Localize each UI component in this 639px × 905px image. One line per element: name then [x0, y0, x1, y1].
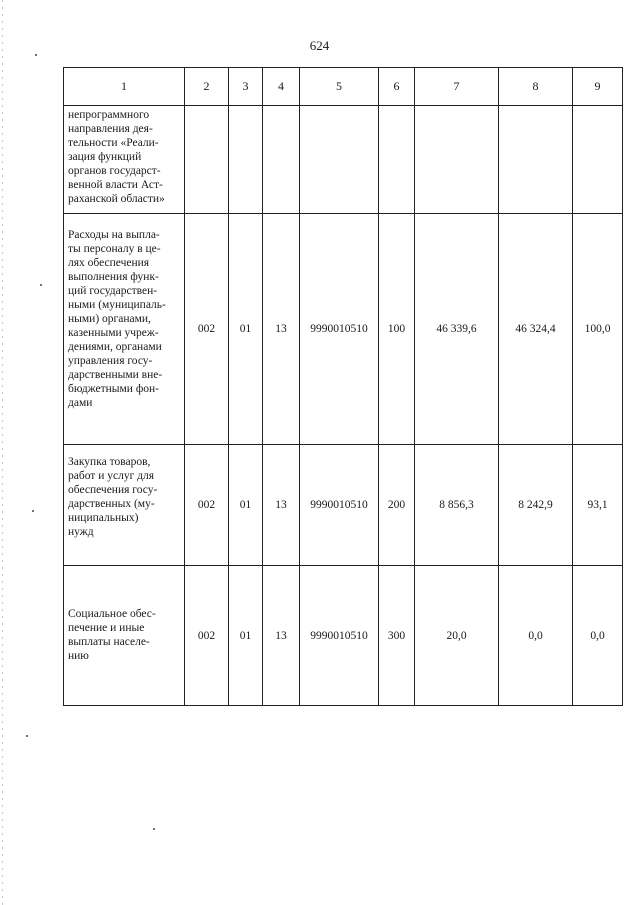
table-cell	[263, 106, 300, 214]
table-cell: 0,0	[499, 566, 573, 706]
table-row	[64, 566, 623, 706]
table-cell	[185, 106, 229, 214]
table-cell: 002	[185, 214, 229, 445]
table-cell: 002	[185, 445, 229, 566]
table-cell: 8 242,9	[499, 445, 573, 566]
column-header: 3	[229, 68, 263, 106]
table-cell: 46 339,6	[415, 214, 499, 445]
scan-speck	[35, 54, 37, 56]
page-number: 624	[309, 38, 330, 53]
table-cell: 01	[229, 566, 263, 706]
table-cell	[415, 106, 499, 214]
scan-speck	[153, 828, 155, 830]
table-header-row	[64, 68, 623, 106]
table-cell: 9990010510	[300, 214, 379, 445]
row-description: непрограммного направления дея- тельности «Реали- зация функций органов государст- венной власти Аст- раханской области»	[64, 106, 185, 214]
table-cell: 46 324,4	[499, 214, 573, 445]
table-cell	[229, 106, 263, 214]
table-cell: 13	[263, 445, 300, 566]
table-cell	[499, 106, 573, 214]
table-cell	[379, 106, 415, 214]
table-cell: 01	[229, 214, 263, 445]
table-cell: 13	[263, 566, 300, 706]
row-description: Закупка товаров, работ и услуг для обеспечения госу- дарственных (му- ниципальных) нужд	[64, 445, 185, 566]
table-cell: 100	[379, 214, 415, 445]
scan-speck	[40, 284, 42, 286]
scan-edge-marks	[2, 0, 3, 905]
table-cell: 300	[379, 566, 415, 706]
row-description: Расходы на выпла- ты персоналу в це- лях обеспечения выполнения функ- ций государствен- ными (муниципаль- ными) органами, казенными учреж- дениями, органами управления госу- дарственными вне- бюджетными фон- дами	[64, 214, 185, 445]
table-cell: 01	[229, 445, 263, 566]
table-cell: 20,0	[415, 566, 499, 706]
scan-speck	[26, 735, 28, 737]
column-header: 8	[499, 68, 573, 106]
table-cell	[300, 106, 379, 214]
column-header: 2	[185, 68, 229, 106]
table-cell: 100,0	[573, 214, 623, 445]
table-cell	[573, 106, 623, 214]
column-header: 1	[64, 68, 185, 106]
table-cell: 8 856,3	[415, 445, 499, 566]
column-header: 4	[263, 68, 300, 106]
table-cell: 9990010510	[300, 445, 379, 566]
column-header: 7	[415, 68, 499, 106]
column-header: 6	[379, 68, 415, 106]
table-cell: 200	[379, 445, 415, 566]
budget-table	[63, 67, 623, 706]
table-cell: 93,1	[573, 445, 623, 566]
table-cell: 13	[263, 214, 300, 445]
scan-speck	[32, 510, 34, 512]
column-header: 9	[573, 68, 623, 106]
column-header: 5	[300, 68, 379, 106]
table-row	[64, 214, 623, 445]
table-row	[64, 445, 623, 566]
table-row	[64, 106, 623, 214]
table-cell: 9990010510	[300, 566, 379, 706]
table-cell: 0,0	[573, 566, 623, 706]
row-description: Социальное обес- печение и иные выплаты населе- нию	[64, 566, 185, 706]
table-cell: 002	[185, 566, 229, 706]
